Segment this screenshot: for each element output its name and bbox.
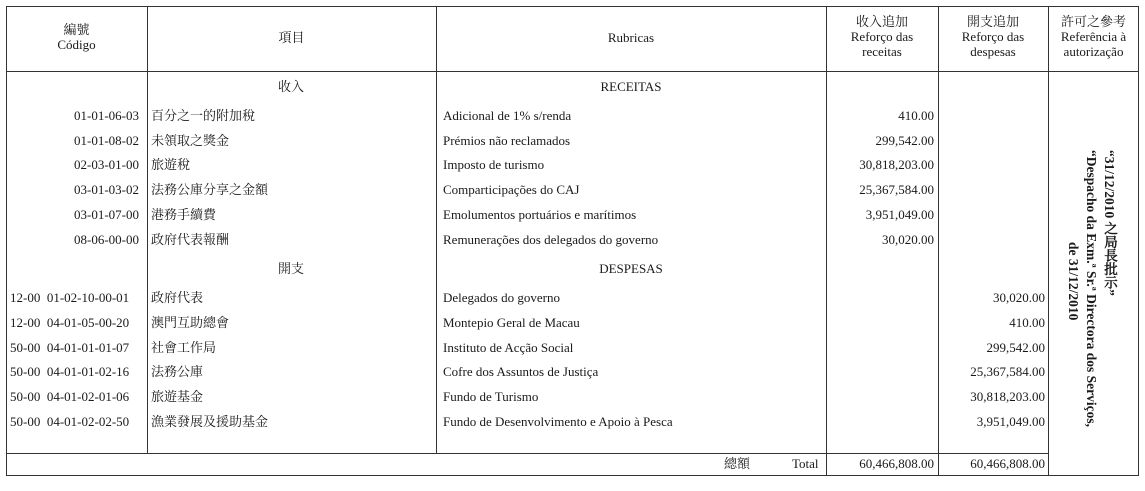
row-code: 02-03-01-00 <box>74 157 139 172</box>
header-despesas <box>938 14 1048 59</box>
row-item-zh: 未領取之獎金 <box>151 133 230 148</box>
header-codigo-zh: 編號 <box>63 22 90 37</box>
row-rubrica: Comparticipações do CAJ <box>443 182 580 197</box>
row-code: 50-00 04-01-02-01-06 <box>10 389 130 404</box>
row-despesa-value: 410.00 <box>1009 315 1045 330</box>
row-rubrica: Fundo de Desenvolvimento e Apoio à Pesca <box>443 414 673 429</box>
total-receitas-value: 60,466,808.00 <box>859 456 934 471</box>
row-code: 12-00 01-02-10-00-01 <box>10 290 130 305</box>
row-item-zh: 旅遊稅 <box>151 157 191 172</box>
header-ref-zh: 許可之參考 <box>1060 14 1126 29</box>
header-divider <box>6 71 1139 72</box>
row-rubrica: Prémios não reclamados <box>443 133 571 148</box>
row-despesa-value: 299,542.00 <box>986 340 1045 355</box>
col-divider-receitas <box>938 6 939 476</box>
row-item-zh: 政府代表報酬 <box>151 232 230 247</box>
row-rubrica: Instituto de Acção Social <box>443 340 574 355</box>
row-code: 01-01-06-03 <box>74 108 139 123</box>
header-receitas-zh: 收入追加 <box>855 14 908 29</box>
col-divider-code <box>147 6 148 453</box>
section-receitas-zh: 收入 <box>277 79 305 94</box>
authorization-line3: de 31/12/2010 <box>1066 242 1081 321</box>
header-rubricas-pt: Rubricas <box>607 30 655 45</box>
authorization-reference <box>1058 150 1118 470</box>
row-receita-value: 30,020.00 <box>882 232 934 247</box>
row-code: 50-00 04-01-01-01-07 <box>10 340 130 355</box>
row-despesa-value: 3,951,049.00 <box>976 414 1045 429</box>
authorization-line2: “Despacho da Exm.ª Sr.ª Directora dos Serviços, <box>1084 150 1099 427</box>
row-item-zh: 法務公庫分享之金額 <box>151 182 269 197</box>
row-rubrica: Cofre dos Assuntos de Justiça <box>443 364 599 379</box>
row-code: 12-00 04-01-05-00-20 <box>10 315 130 330</box>
col-divider-item <box>436 6 437 453</box>
row-code: 08-06-00-00 <box>74 232 139 247</box>
section-despesas-zh: 開支 <box>277 261 305 276</box>
row-item-zh: 社會工作局 <box>151 340 217 355</box>
row-rubrica: Fundo de Turismo <box>443 389 539 404</box>
row-despesa-value: 30,818,203.00 <box>970 389 1045 404</box>
header-despesas-pt1: Reforço das <box>961 29 1025 44</box>
header-receitas-pt1: Reforço das <box>850 29 914 44</box>
authorization-line1: “31/12/2010 之局長批示” <box>1102 150 1117 296</box>
row-rubrica: Imposto de turismo <box>443 157 545 172</box>
total-label-pt: Total <box>792 456 819 471</box>
header-codigo <box>6 22 147 52</box>
row-code: 03-01-03-02 <box>74 182 139 197</box>
section-receitas-pt: RECEITAS <box>600 79 662 94</box>
row-item-zh: 法務公庫 <box>151 364 204 379</box>
header-item <box>147 30 436 45</box>
row-code: 50-00 04-01-02-02-50 <box>10 414 130 429</box>
row-code: 50-00 04-01-01-02-16 <box>10 364 130 379</box>
row-code: 03-01-07-00 <box>74 207 139 222</box>
col-divider-rubricas <box>826 6 827 476</box>
total-divider <box>6 453 1048 454</box>
header-despesas-zh: 開支追加 <box>966 14 1019 29</box>
row-despesa-value: 30,020.00 <box>993 290 1045 305</box>
row-rubrica: Adicional de 1% s/renda <box>443 108 572 123</box>
header-ref-pt1: Referência à <box>1060 29 1127 44</box>
row-item-zh: 旅遊基金 <box>151 389 204 404</box>
row-code: 01-01-08-02 <box>74 133 139 148</box>
row-item-zh: 澳門互助總會 <box>151 315 230 330</box>
row-receita-value: 3,951,049.00 <box>865 207 934 222</box>
row-rubrica: Delegados do governo <box>443 290 560 305</box>
row-receita-value: 410.00 <box>898 108 934 123</box>
total-despesas-value: 60,466,808.00 <box>970 456 1045 471</box>
row-item-zh: 港務手續費 <box>151 207 217 222</box>
header-ref-pt2: autorização <box>1063 44 1124 59</box>
header-codigo-pt: Código <box>57 37 96 52</box>
row-item-zh: 政府代表 <box>151 290 204 305</box>
header-item-zh: 項目 <box>278 30 305 45</box>
header-rubricas <box>436 30 826 45</box>
header-referencia <box>1048 14 1139 59</box>
header-receitas-pt2: receitas <box>862 44 902 59</box>
col-divider-despesas <box>1048 6 1049 476</box>
row-despesa-value: 25,367,584.00 <box>970 364 1045 379</box>
row-receita-value: 299,542.00 <box>875 133 934 148</box>
row-rubrica: Montepio Geral de Macau <box>443 315 580 330</box>
header-despesas-pt2: despesas <box>970 44 1016 59</box>
section-despesas-pt: DESPESAS <box>599 261 663 276</box>
row-item-zh: 百分之一的附加稅 <box>151 108 256 123</box>
header-receitas <box>826 14 938 59</box>
row-receita-value: 25,367,584.00 <box>859 182 934 197</box>
row-item-zh: 漁業發展及援助基金 <box>151 414 269 429</box>
row-receita-value: 30,818,203.00 <box>859 157 934 172</box>
row-rubrica: Remunerações dos delegados do governo <box>443 232 659 247</box>
row-rubrica: Emolumentos portuários e marítimos <box>443 207 637 222</box>
total-label-zh: 總額 <box>724 456 751 471</box>
